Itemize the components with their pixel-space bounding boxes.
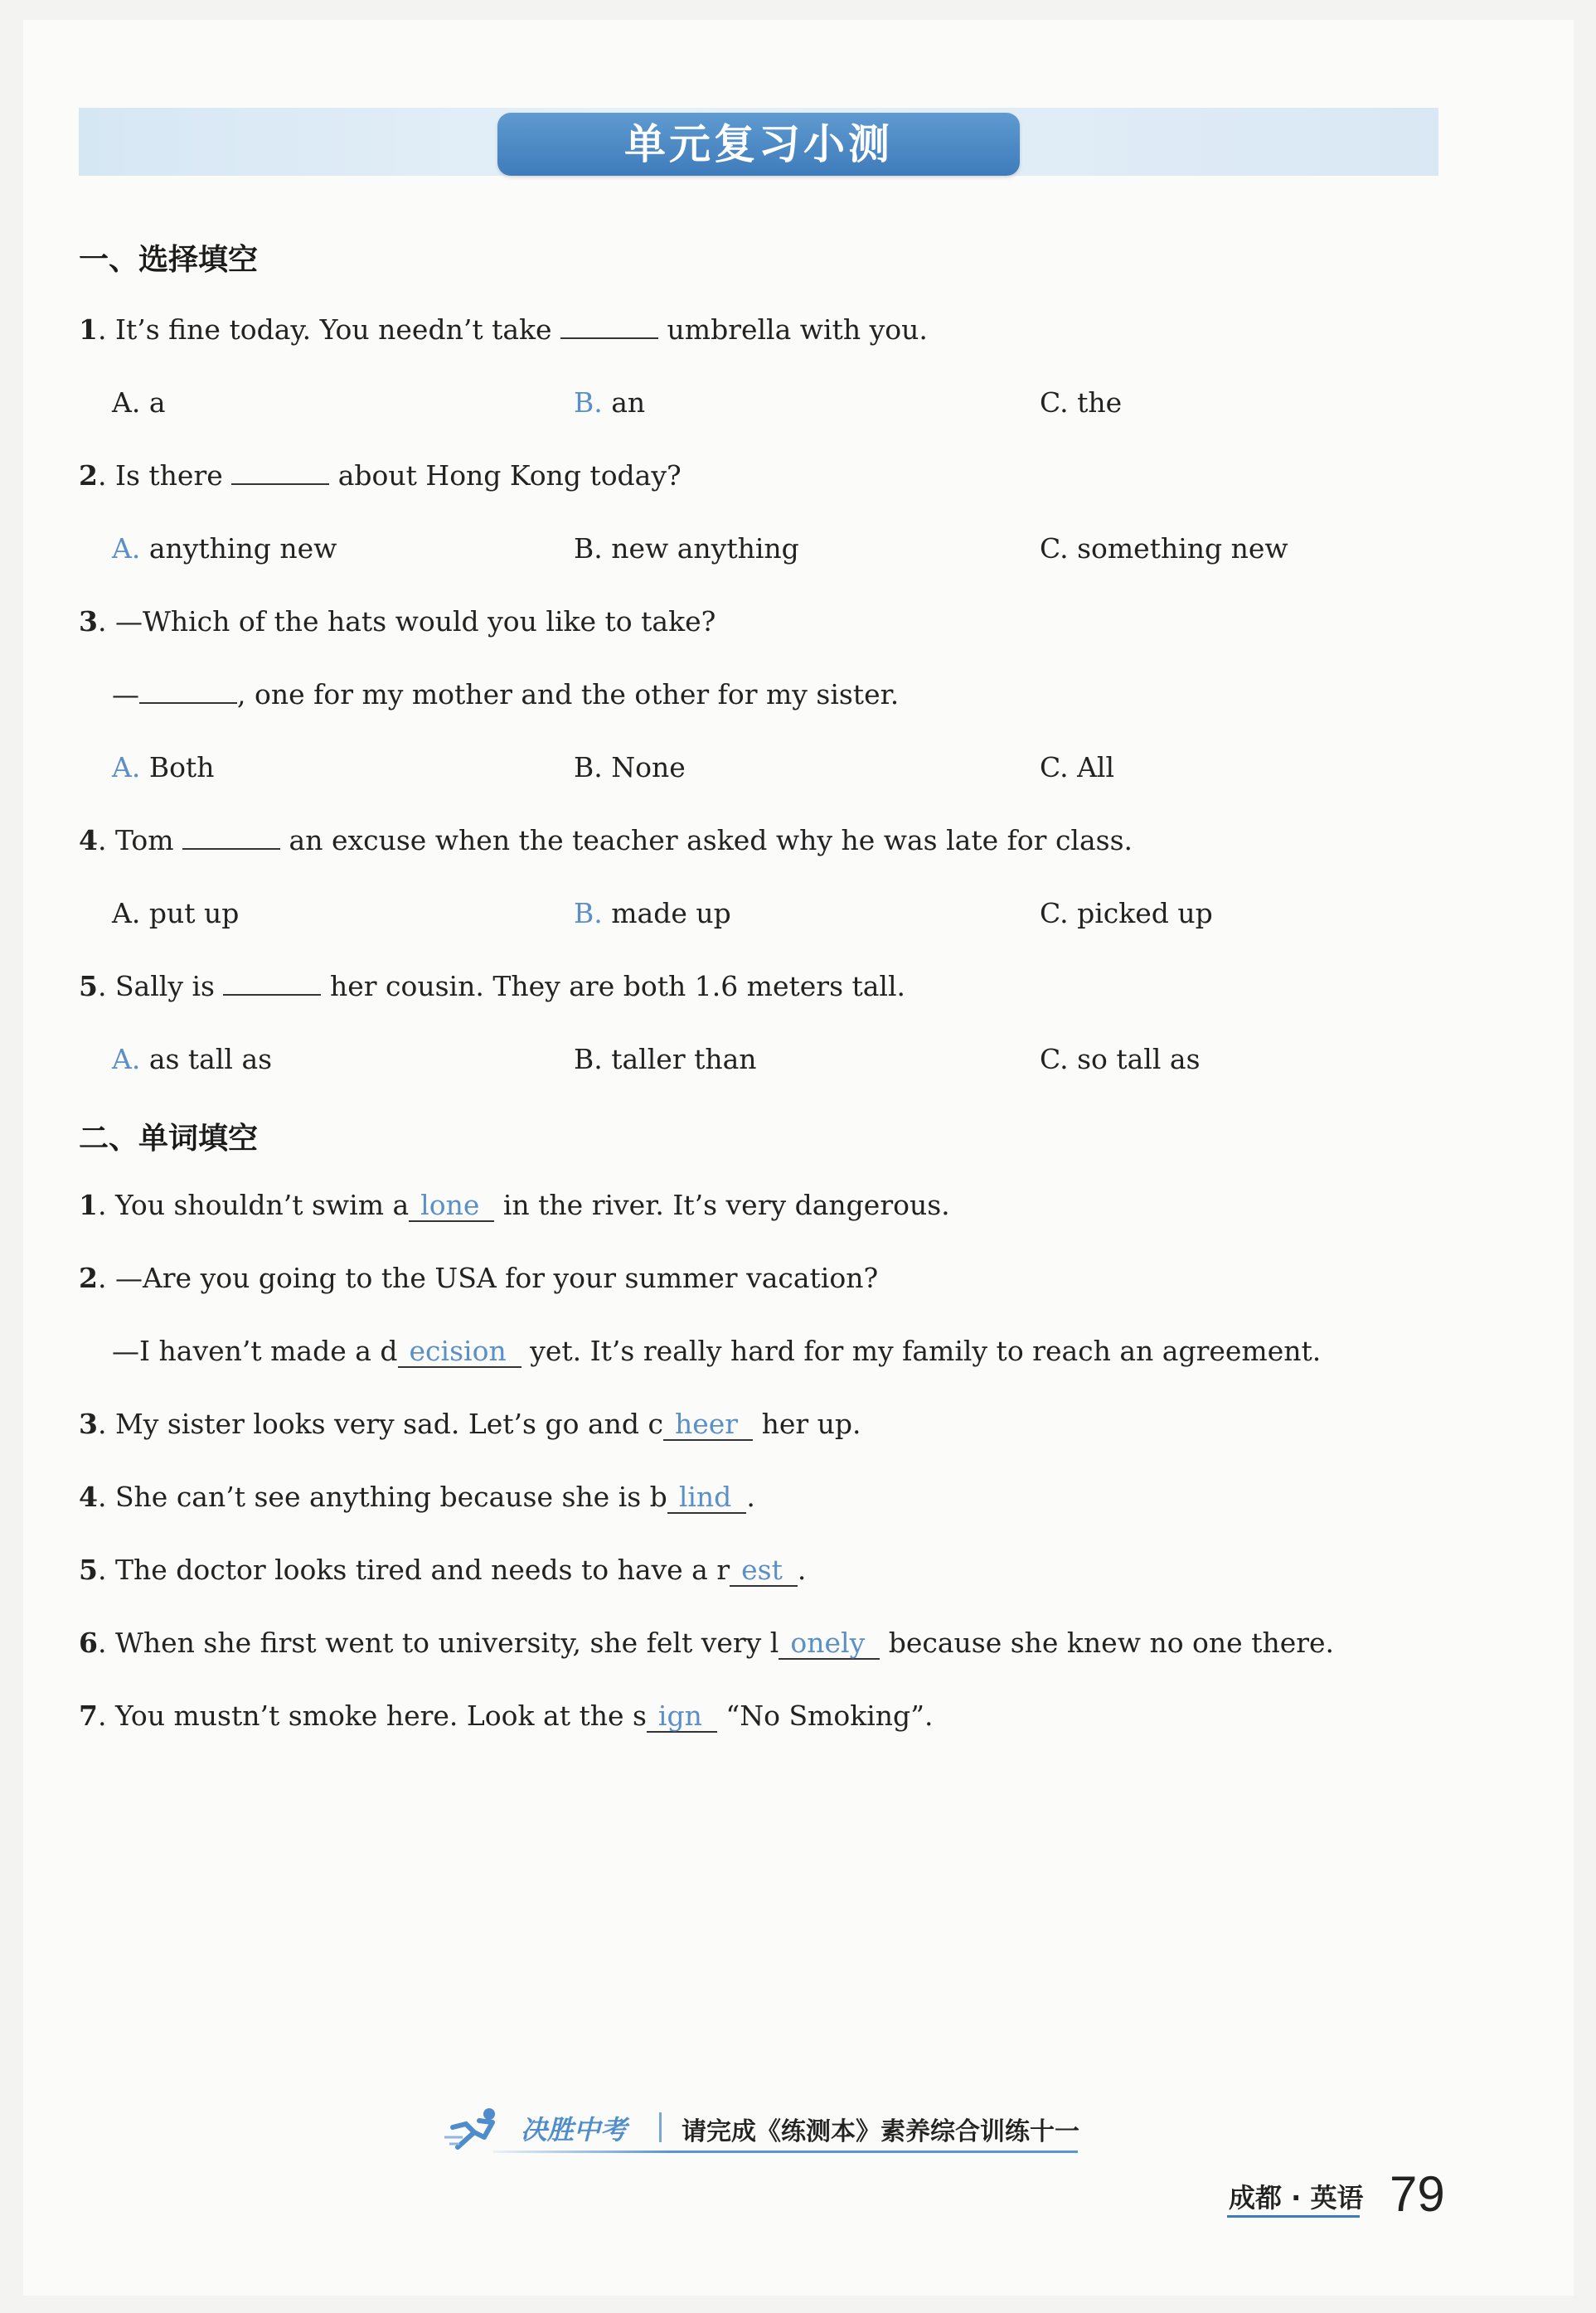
mc-3-option-c: C. All <box>1040 751 1115 783</box>
mc-question-1: 1. It’s fine today. You needn’t take umbrella with you. <box>79 313 928 346</box>
mc-question-3-response: — , one for my mother and the other for my sister. <box>112 678 900 710</box>
mc-question-3: 3. —Which of the hats would you like to take? <box>79 605 716 638</box>
section-multiple-choice-title: 一、选择填空 <box>79 243 259 277</box>
mc-question-4: 4. Tom an excuse when the teacher asked why he was late for class. <box>79 824 1133 856</box>
mc-2-option-a: A. anything new <box>112 532 337 565</box>
mc-5-option-a: A. as tall as <box>112 1043 273 1075</box>
answer-blank <box>139 681 237 704</box>
edition-label: 成都 · 英语 <box>1229 2182 1364 2214</box>
answer-blank <box>182 827 280 850</box>
filled-answer: ecision <box>398 1336 521 1368</box>
edition-underline <box>1227 2215 1360 2218</box>
answer-blank <box>223 972 321 996</box>
mc-5-option-c: C. so tall as <box>1040 1043 1201 1075</box>
mc-4-option-b: B. made up <box>574 897 731 929</box>
word-fill-5: 5. The doctor looks tired and needs to have a r est . <box>79 1554 807 1586</box>
footer-separator <box>659 2112 662 2142</box>
mc-3-option-a: A. Both <box>112 751 215 783</box>
filled-answer: ign <box>647 1701 717 1733</box>
mc-4-option-a: A. put up <box>112 897 240 929</box>
word-fill-4: 4. She can’t see anything because she is b lind . <box>79 1481 755 1513</box>
mc-2-option-c: C. something new <box>1040 532 1288 565</box>
filled-answer: lind <box>667 1482 747 1514</box>
filled-answer: onely <box>779 1628 880 1660</box>
footer-rule <box>493 2151 1078 2153</box>
exam-brand-logo <box>441 2106 657 2155</box>
mc-4-option-c: C. picked up <box>1040 897 1213 929</box>
word-fill-2: 2. —Are you going to the USA for your summer vacation? <box>79 1262 879 1294</box>
filled-answer: heer <box>663 1409 753 1441</box>
mc-5-option-b: B. taller than <box>574 1043 757 1075</box>
unit-review-title: 单元复习小测 <box>497 113 1020 176</box>
page-number: 79 <box>1390 2166 1445 2222</box>
word-fill-7: 7. You mustn’t smoke here. Look at the s ign “No Smoking”. <box>79 1700 934 1732</box>
runner-icon <box>441 2106 657 2155</box>
mc-question-5: 5. Sally is her cousin. They are both 1.6 meters tall. <box>79 970 906 1002</box>
answer-blank <box>560 316 658 339</box>
filled-answer: est <box>730 1555 798 1587</box>
mc-1-option-c: C. the <box>1040 386 1123 419</box>
mc-question-2: 2. Is there about Hong Kong today? <box>79 459 682 492</box>
mc-2-option-b: B. new anything <box>574 532 799 565</box>
workbook-instruction: 请完成《练测本》素养综合训练十一 <box>682 2117 1079 2146</box>
word-fill-2-response: —I haven’t made a d ecision yet. It’s really hard for my family to reach an agreement. <box>112 1335 1322 1367</box>
filled-answer: lone <box>409 1190 494 1222</box>
mc-1-option-a: A. a <box>112 386 166 419</box>
word-fill-1: 1. You shouldn’t swim a lone in the river. It’s very dangerous. <box>79 1189 950 1221</box>
mc-1-option-b: B. an <box>574 386 646 419</box>
answer-blank <box>231 462 329 485</box>
svg-text:决胜中考: 决胜中考 <box>521 2114 628 2146</box>
section-word-fill-title: 二、单词填空 <box>79 1122 259 1156</box>
word-fill-6: 6. When she first went to university, she felt very l onely because she knew no one there. <box>79 1627 1335 1659</box>
mc-3-option-b: B. None <box>574 751 686 783</box>
page <box>23 20 1574 2296</box>
word-fill-3: 3. My sister looks very sad. Let’s go and c heer her up. <box>79 1408 861 1440</box>
